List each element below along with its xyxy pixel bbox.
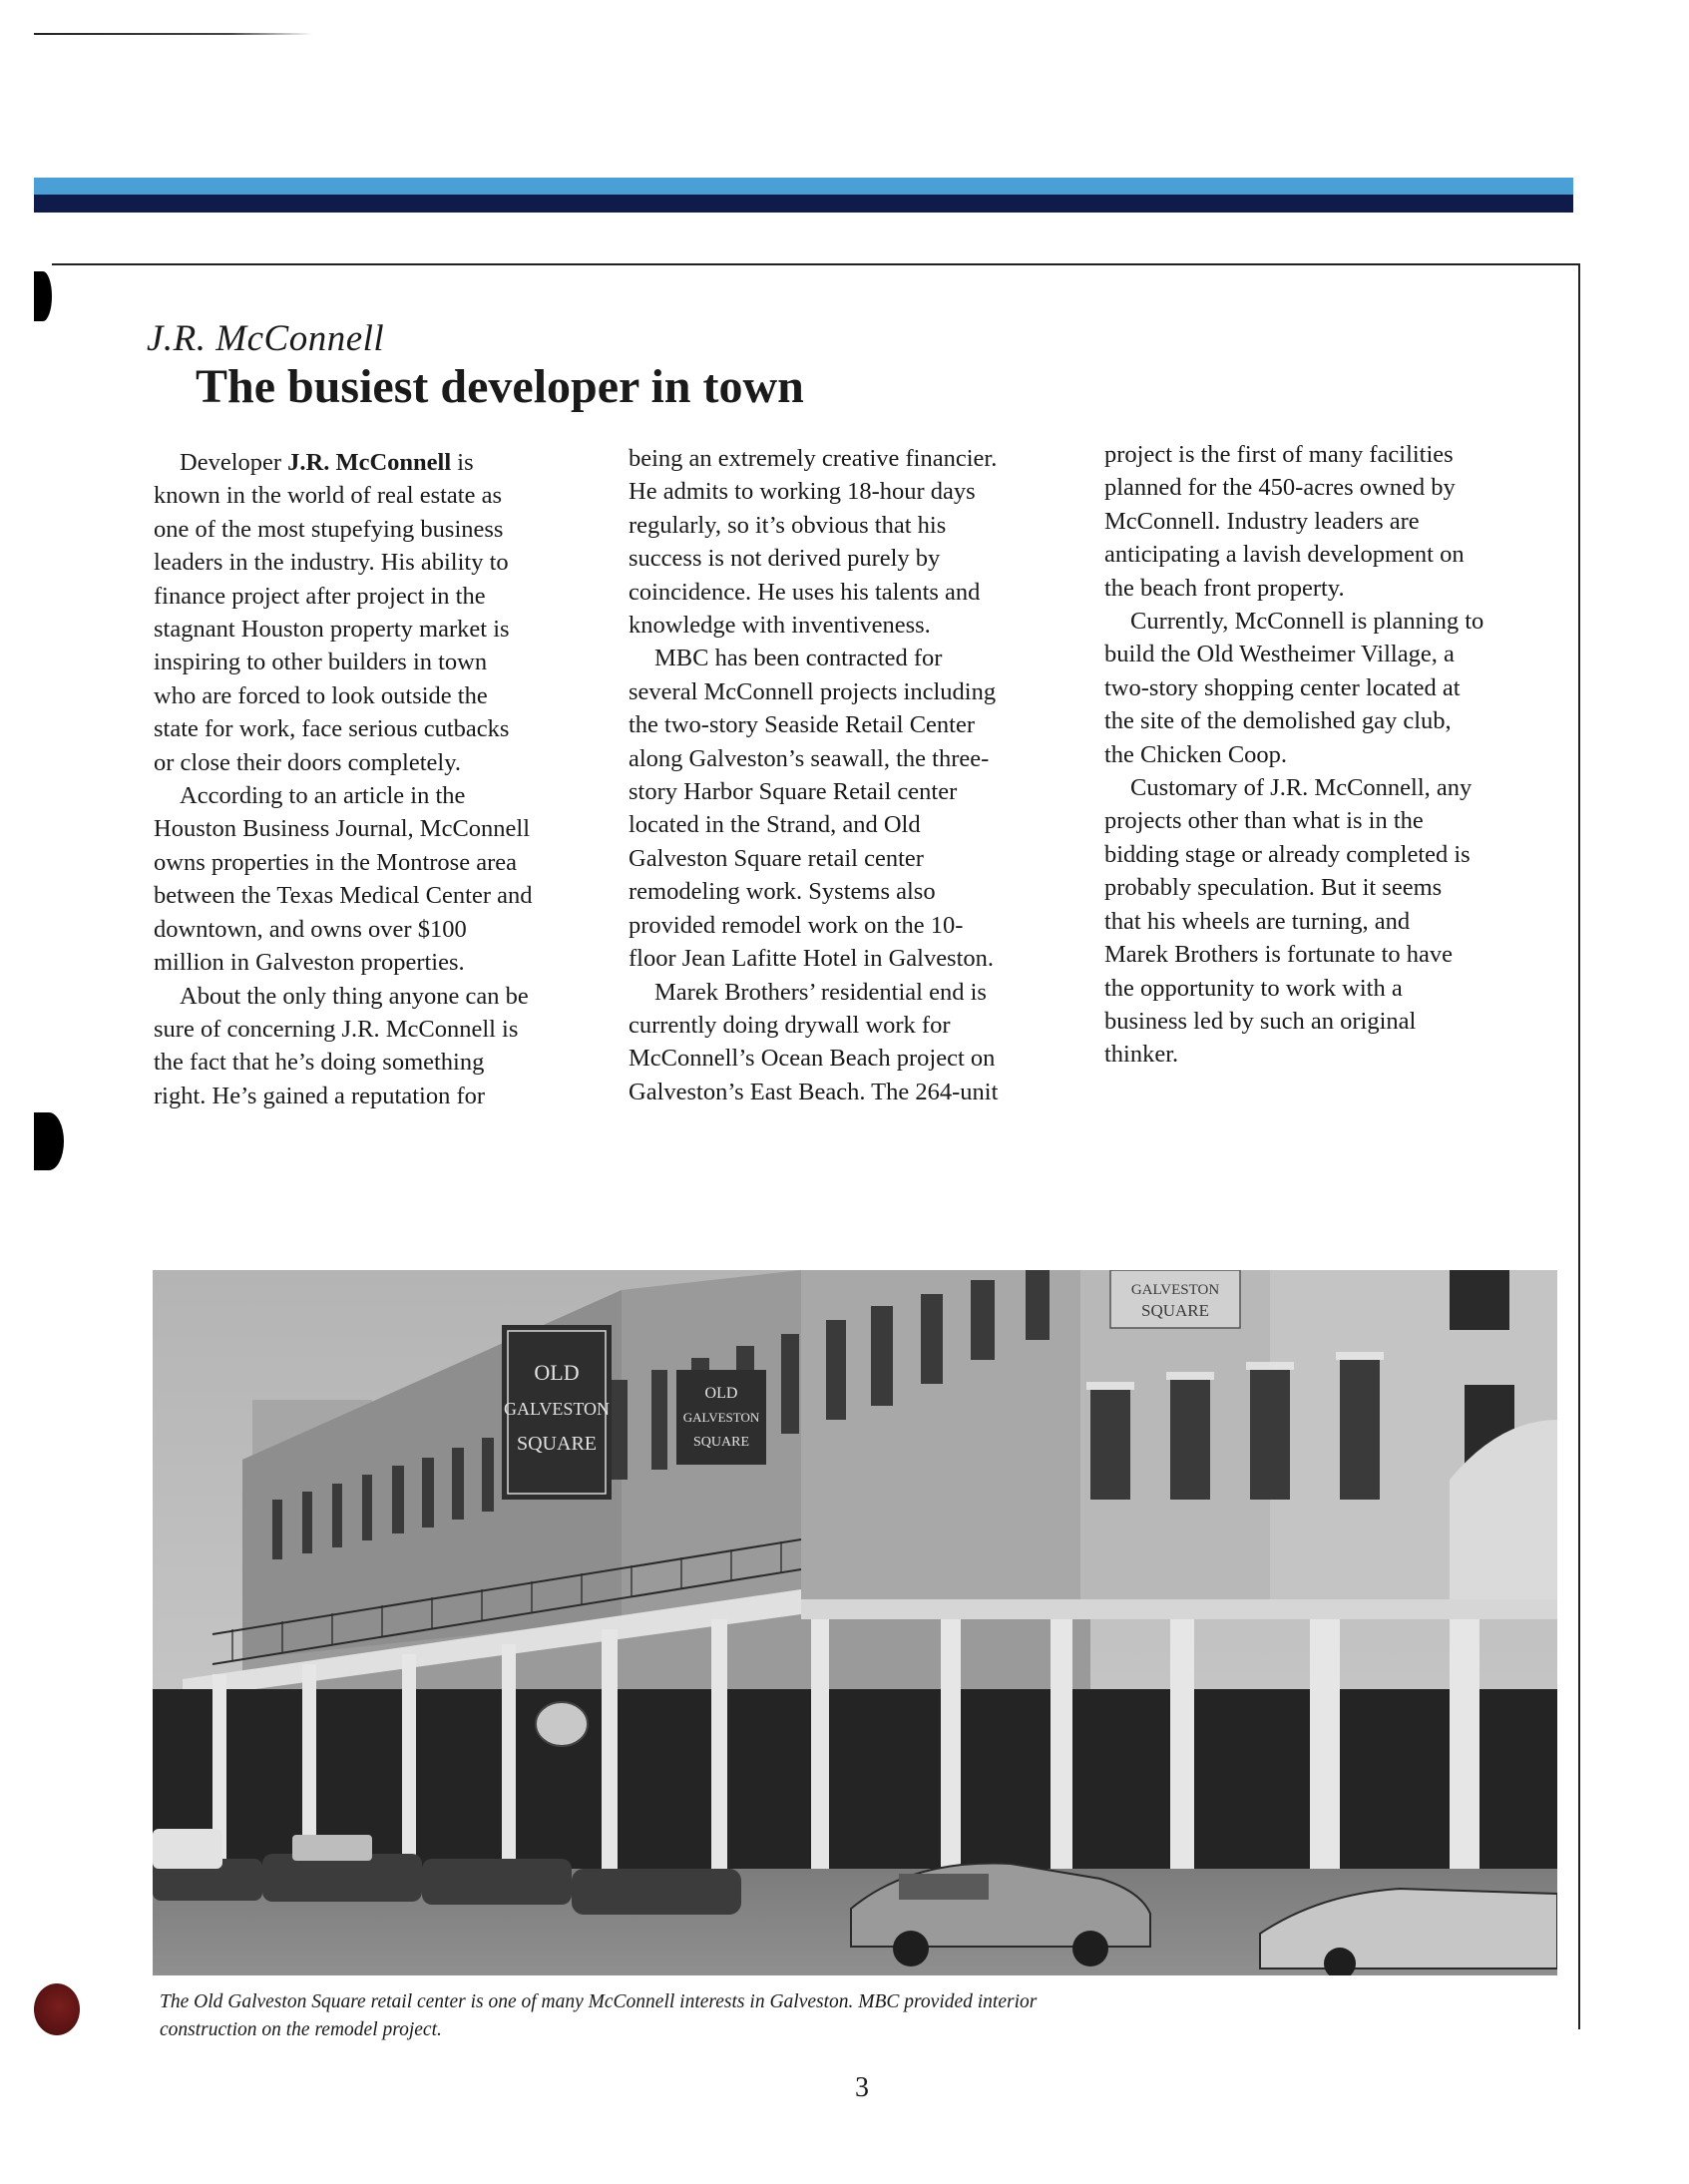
top-rule bbox=[34, 33, 313, 35]
banner-line-3: SQUARE bbox=[516, 1433, 598, 1455]
article-line: business led by such an original bbox=[1104, 1007, 1417, 1035]
article-line: sure of concerning J.R. McConnell is bbox=[154, 1015, 519, 1043]
article-line: bidding stage or already completed is bbox=[1104, 840, 1471, 868]
article-line: knowledge with inventiveness. bbox=[629, 612, 931, 640]
article-line: MBC has been contracted for bbox=[654, 645, 943, 672]
article-line: being an extremely creative financier. bbox=[629, 445, 998, 472]
article-line: project is the first of many facilities bbox=[1104, 441, 1454, 468]
article-column-1 bbox=[154, 446, 603, 1112]
article-line: success is not derived purely by bbox=[629, 545, 941, 573]
article-line: that his wheels are turning, and bbox=[1104, 907, 1411, 935]
article-line: between the Texas Medical Center and bbox=[154, 882, 533, 910]
article-line: several McConnell projects including bbox=[629, 677, 997, 705]
top-sign-line-1: GALVESTON bbox=[1130, 1282, 1220, 1298]
article-line bbox=[154, 446, 603, 479]
binder-hole-top bbox=[34, 271, 52, 321]
article-line: owns properties in the Montrose area bbox=[154, 848, 517, 876]
mid-banner-line-2: GALVESTON bbox=[682, 1410, 760, 1425]
article-line: one of the most stupefying business bbox=[154, 515, 504, 543]
article-line: thinker. bbox=[1104, 1041, 1179, 1069]
banner-line-1: OLD bbox=[534, 1360, 580, 1385]
article-line: coincidence. He uses his talents and bbox=[629, 578, 981, 606]
article-line: the site of the demolished gay club, bbox=[1104, 707, 1452, 735]
header-band-dark bbox=[34, 195, 1573, 213]
top-sign-line-2: SQUARE bbox=[1140, 1301, 1210, 1320]
article-line: the beach front property. bbox=[1104, 574, 1345, 602]
article-line: along Galveston’s seawall, the three- bbox=[629, 744, 990, 772]
article-line: McConnell. Industry leaders are bbox=[1104, 507, 1420, 535]
article-line: Galveston’s East Beach. The 264-unit bbox=[629, 1078, 999, 1105]
article-line: About the only thing anyone can be bbox=[180, 982, 529, 1010]
article-line: He admits to working 18-hour days bbox=[629, 478, 976, 506]
article-line: located in the Strand, and Old bbox=[629, 811, 921, 839]
article-subject-name: J.R. McConnell bbox=[287, 449, 452, 476]
page-number: 3 bbox=[855, 2072, 869, 2103]
article-line-text: Developer bbox=[180, 449, 288, 476]
article-line: known in the world of real estate as bbox=[154, 482, 503, 510]
caption-line-2: construction on the remodel project. bbox=[160, 2019, 442, 2040]
binder-hole-bottom bbox=[34, 1983, 80, 2035]
mid-banner-line-3: SQUARE bbox=[692, 1435, 750, 1450]
article-line: Galveston Square retail center bbox=[629, 844, 924, 872]
photo-caption bbox=[160, 1988, 1277, 2044]
article-line: Marek Brothers is fortunate to have bbox=[1104, 941, 1454, 969]
frame-right-rule bbox=[1578, 263, 1580, 2029]
binder-hole-middle bbox=[34, 1112, 64, 1170]
article-column-2 bbox=[629, 442, 1077, 1108]
article-line: downtown, and owns over $100 bbox=[154, 915, 467, 943]
article-line: provided remodel work on the 10- bbox=[629, 911, 964, 939]
article-headline: The busiest developer in town bbox=[196, 360, 804, 413]
article-line: who are forced to look outside the bbox=[154, 681, 488, 709]
article-line: projects other than what is in the bbox=[1104, 807, 1424, 835]
article-line: or close their doors completely. bbox=[154, 748, 461, 776]
banner-line-2: GALVESTON bbox=[503, 1399, 611, 1419]
article-line: regularly, so it’s obvious that his bbox=[629, 511, 947, 539]
article-line: floor Jean Lafitte Hotel in Galveston. bbox=[629, 945, 995, 973]
article-line: right. He’s gained a reputation for bbox=[154, 1082, 486, 1109]
article-kicker: J.R. McConnell bbox=[147, 318, 385, 359]
article-line-text: is bbox=[451, 449, 474, 476]
caption-line-1: The Old Galveston Square retail center is one of many McConnell interests in Galveston. MBC provided interior bbox=[160, 1991, 1038, 2012]
article-line: probably speculation. But it seems bbox=[1104, 874, 1443, 902]
article-line: currently doing drywall work for bbox=[629, 1011, 951, 1039]
article-line: leaders in the industry. His ability to bbox=[154, 549, 509, 577]
article-line: McConnell’s Ocean Beach project on bbox=[629, 1045, 996, 1073]
article-line: state for work, face serious cutbacks bbox=[154, 715, 510, 743]
building-photo bbox=[153, 1270, 1557, 1975]
article-line: Houston Business Journal, McConnell bbox=[154, 815, 531, 843]
article-line: the two-story Seaside Retail Center bbox=[629, 711, 975, 739]
mid-banner-line-1: OLD bbox=[704, 1385, 738, 1402]
header-band-light bbox=[34, 178, 1573, 195]
article-line: build the Old Westheimer Village, a bbox=[1104, 641, 1455, 668]
article-line: inspiring to other builders in town bbox=[154, 649, 488, 676]
frame-top-rule bbox=[52, 263, 1580, 265]
article-column-3 bbox=[1104, 438, 1553, 1072]
article-line: stagnant Houston property market is bbox=[154, 616, 510, 644]
article-line: two-story shopping center located at bbox=[1104, 673, 1461, 701]
article-line: the fact that he’s doing something bbox=[154, 1049, 485, 1077]
article-line: According to an article in the bbox=[180, 782, 466, 810]
article-line: remodeling work. Systems also bbox=[629, 878, 936, 906]
article-line: planned for the 450-acres owned by bbox=[1104, 474, 1456, 502]
article-line: Currently, McConnell is planning to bbox=[1130, 608, 1484, 636]
article-line: anticipating a lavish development on bbox=[1104, 541, 1465, 569]
article-line: the Chicken Coop. bbox=[1104, 740, 1288, 768]
article-line: Customary of J.R. McConnell, any bbox=[1130, 774, 1473, 802]
article-line: the opportunity to work with a bbox=[1104, 974, 1403, 1002]
article-line: story Harbor Square Retail center bbox=[629, 778, 958, 806]
article-line: million in Galveston properties. bbox=[154, 949, 465, 977]
article-line: finance project after project in the bbox=[154, 582, 486, 610]
article-line: Marek Brothers’ residential end is bbox=[654, 978, 987, 1006]
